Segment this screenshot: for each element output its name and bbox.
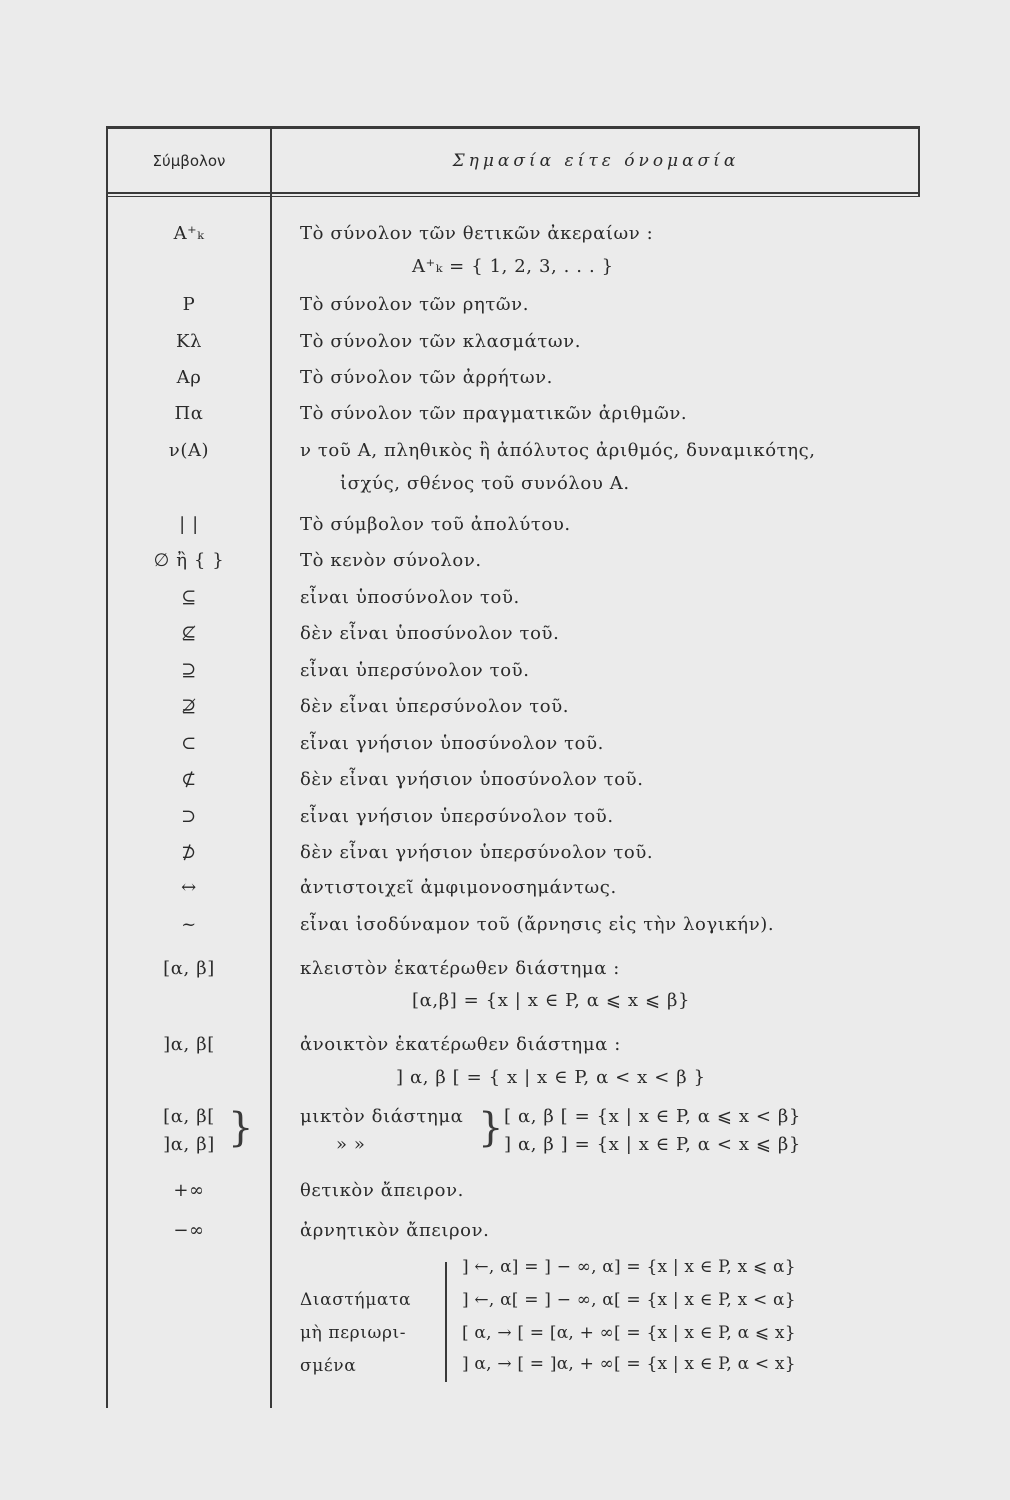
- unbounded-divider: [445, 1262, 447, 1382]
- row-formula: [ α, β [ = {x | x ∈ P, α ⩽ x < β}: [504, 1106, 801, 1127]
- row-symbol: ⊆: [181, 587, 197, 608]
- row-text-ditto: » »: [336, 1134, 366, 1155]
- unbounded-label: σμένα: [300, 1356, 357, 1376]
- row-text: κλειστὸν ἑκατέρωθεν διάστημα :: [300, 958, 620, 979]
- row-text-continued: ἰσχύς, σθένος τοῦ συνόλου A.: [340, 473, 630, 494]
- row-formula: [α,β] = {x | x ∈ P, α ⩽ x ⩽ β}: [412, 990, 691, 1011]
- row-text: ἀντιστοιχεῖ ἀμφιμονοσημάντως.: [300, 877, 617, 898]
- unbounded-line: ] ←, α] = ] − ∞, α] = {x | x ∈ P, x ⩽ α}: [462, 1257, 796, 1277]
- text-brace: }: [478, 1105, 504, 1151]
- unbounded-label: μὴ περιωρι-: [300, 1323, 407, 1343]
- row-symbol: ⊄: [181, 769, 197, 790]
- row-text: δὲν εἶναι γνήσιον ὑποσύνολον τοῦ.: [300, 769, 644, 790]
- row-symbol: | |: [179, 514, 199, 535]
- row-symbol: ⊅: [181, 842, 197, 863]
- row-formula: A⁺ₖ = { 1, 2, 3, . . . }: [412, 256, 614, 277]
- row-symbol: Aρ: [176, 367, 202, 388]
- row-text: Τὸ σύνολον τῶν πραγματικῶν ἀριθμῶν.: [300, 403, 688, 424]
- row-text: Τὸ κενὸν σύνολον.: [300, 550, 482, 571]
- row-symbol: ∅ ἢ { }: [153, 550, 225, 571]
- table-top-rule: [106, 126, 920, 129]
- row-symbol: −∞: [173, 1220, 205, 1241]
- row-symbol: ν(A): [168, 440, 210, 461]
- row-formula-2: ] α, β ] = {x | x ∈ P, α < x ⩽ β}: [504, 1134, 801, 1155]
- row-formula: ] α, β [ = { x | x ∈ P, α < x < β }: [396, 1067, 706, 1088]
- row-text: εἶναι ὑποσύνολον τοῦ.: [300, 587, 520, 608]
- row-symbol: ]α, β[: [163, 1034, 215, 1055]
- row-symbol: P: [182, 294, 196, 315]
- row-text: Τὸ σύνολον τῶν κλασμάτων.: [300, 331, 582, 352]
- unbounded-line: ] α, → [ = ]α, + ∞[ = {x | x ∈ P, α < x}: [462, 1354, 796, 1374]
- row-text: δὲν εἶναι ὑπερσύνολον τοῦ.: [300, 696, 570, 717]
- header-symbol: Σύμβολον: [152, 152, 226, 170]
- row-symbol: Πα: [174, 403, 204, 424]
- header-bottom-rule-2: [106, 196, 920, 197]
- row-symbol: ⊇: [181, 660, 197, 681]
- row-text: ἀρνητικὸν ἄπειρον.: [300, 1220, 490, 1241]
- row-symbol: [α, β]: [163, 958, 215, 979]
- row-text: Τὸ σύνολον τῶν ἀρρήτων.: [300, 367, 553, 388]
- unbounded-label: Διαστήματα: [300, 1290, 412, 1310]
- row-text: εἶναι γνήσιον ὑποσύνολον τοῦ.: [300, 733, 604, 754]
- row-text: ν τοῦ A, πληθικὸς ἢ ἀπόλυτος ἀριθμός, δυναμικότης,: [300, 440, 816, 461]
- unbounded-line: [ α, → [ = [α, + ∞[ = {x | x ∈ P, α ⩽ x}: [462, 1323, 796, 1343]
- column-divider: [270, 126, 272, 1408]
- row-text: Τὸ σύνολον τῶν ρητῶν.: [300, 294, 530, 315]
- header-bottom-rule: [106, 192, 920, 194]
- row-text: μικτὸν διάστημα: [300, 1106, 464, 1127]
- row-symbol: A⁺ₖ: [173, 223, 205, 244]
- header-meaning: Σημασία είτε όνομασία: [452, 151, 740, 171]
- row-text: θετικὸν ἄπειρον.: [300, 1180, 464, 1201]
- row-text: δὲν εἶναι γνήσιον ὑπερσύνολον τοῦ.: [300, 842, 654, 863]
- row-symbol: ↔: [181, 877, 197, 898]
- row-text: δὲν εἶναι ὑποσύνολον τοῦ.: [300, 623, 560, 644]
- row-symbol: [α, β[: [163, 1106, 215, 1127]
- symbol-brace: }: [228, 1105, 254, 1151]
- row-symbol: ⊉: [181, 696, 197, 717]
- row-symbol: ⊈: [181, 623, 197, 644]
- row-text: Τὸ σύμβολον τοῦ ἀπολύτου.: [300, 514, 571, 535]
- row-text: Τὸ σύνολον τῶν θετικῶν ἀκεραίων :: [300, 223, 654, 244]
- row-text: ἀνοικτὸν ἑκατέρωθεν διάστημα :: [300, 1034, 621, 1055]
- row-text: εἶναι ὑπερσύνολον τοῦ.: [300, 660, 530, 681]
- row-symbol: +∞: [173, 1180, 205, 1201]
- table-left-rule: [106, 126, 108, 1408]
- row-text: εἶναι ἰσοδύναμον τοῦ (ἄρνησις εἰς τὴν λογικήν).: [300, 914, 775, 935]
- row-text: εἶναι γνήσιον ὑπερσύνολον τοῦ.: [300, 806, 614, 827]
- row-symbol: Kλ: [175, 331, 203, 352]
- row-symbol: ⊂: [181, 733, 197, 754]
- row-symbol: ~: [181, 914, 197, 935]
- row-symbol: ⊃: [181, 806, 197, 827]
- unbounded-line: ] ←, α[ = ] − ∞, α[ = {x | x ∈ P, x < α}: [462, 1290, 796, 1310]
- row-symbol-2: ]α, β]: [163, 1134, 215, 1155]
